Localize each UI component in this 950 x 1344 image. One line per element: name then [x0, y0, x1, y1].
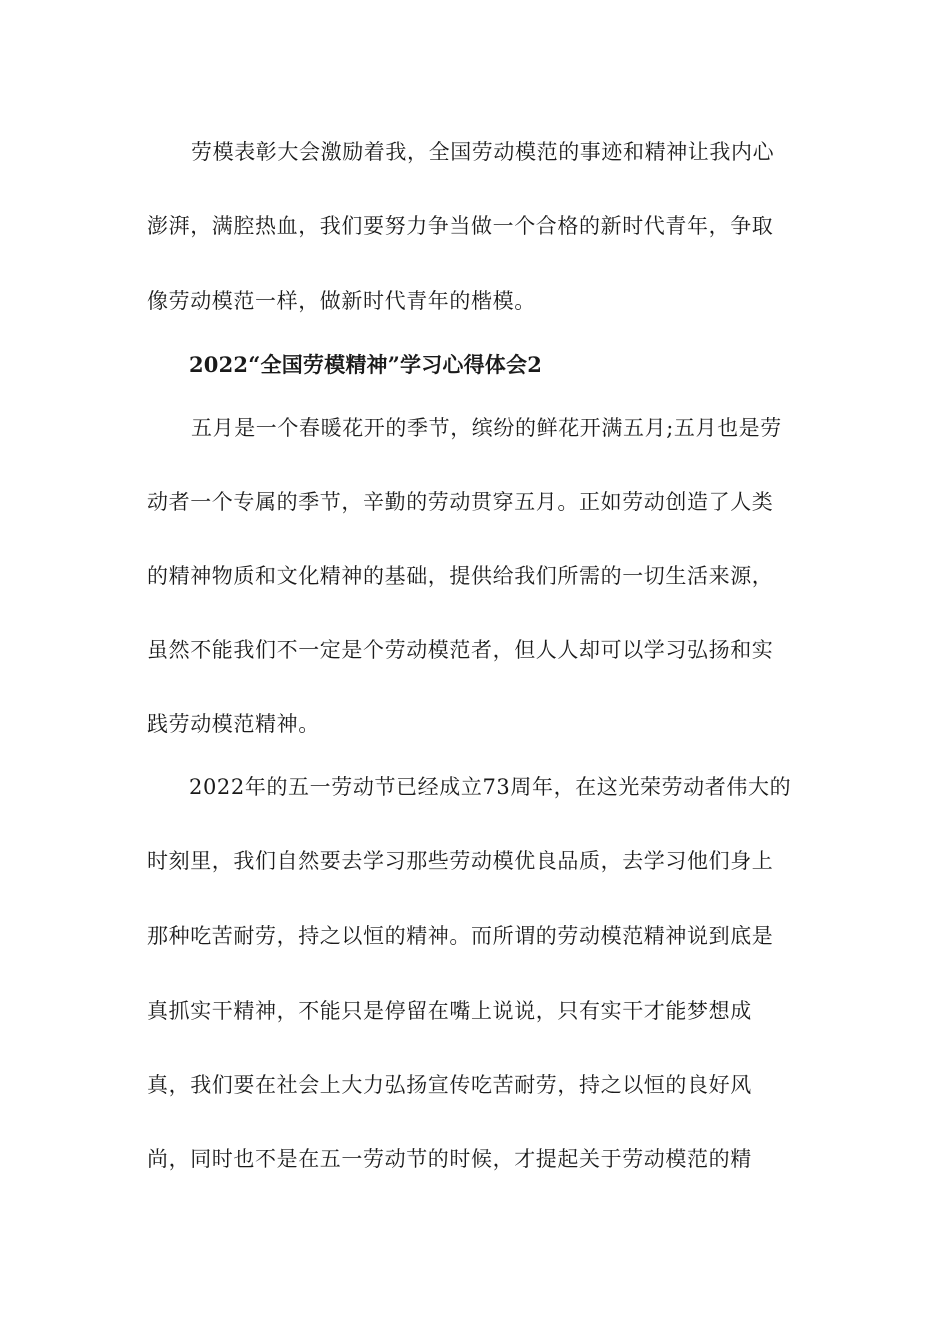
text-line: 践劳动模范精神。 [147, 712, 320, 736]
text-line: 虽然不能我们不一定是个劳动模范者，但人人却可以学习弘扬和实 [147, 638, 774, 662]
text-line: 劳模表彰大会激励着我，全国劳动模范的事迹和精神让我内心 [191, 140, 775, 164]
text-line: 动者一个专属的季节，辛勤的劳动贯穿五月。正如劳动创造了人类 [147, 490, 774, 514]
text-line: 真抓实干精神，不能只是停留在嘴上说说，只有实干才能梦想成 [147, 999, 752, 1023]
text-line: 五月是一个春暖花开的季节，缤纷的鲜花开满五月;五月也是劳 [191, 416, 782, 440]
text-line: 那种吃苦耐劳，持之以恒的精神。而所谓的劳动模范精神说到底是 [147, 924, 774, 948]
text-line: 像劳动模范一样，做新时代青年的楷模。 [147, 289, 536, 313]
text-line: 2022年的五一劳动节已经成立73周年，在这光荣劳动者伟大的 [189, 775, 792, 799]
text-line: 真，我们要在社会上大力弘扬宣传吃苦耐劳，持之以恒的良好风 [147, 1073, 752, 1097]
text-line: 时刻里，我们自然要去学习那些劳动模优良品质，去学习他们身上 [147, 849, 774, 873]
section-heading: 2022“全国劳模精神”学习心得体会2 [189, 352, 543, 377]
text-line: 的精神物质和文化精神的基础，提供给我们所需的一切生活来源， [147, 564, 774, 588]
text-line: 尚，同时也不是在五一劳动节的时候，才提起关于劳动模范的精 [147, 1147, 752, 1171]
text-line: 澎湃，满腔热血，我们要努力争当做一个合格的新时代青年，争取 [147, 214, 774, 238]
